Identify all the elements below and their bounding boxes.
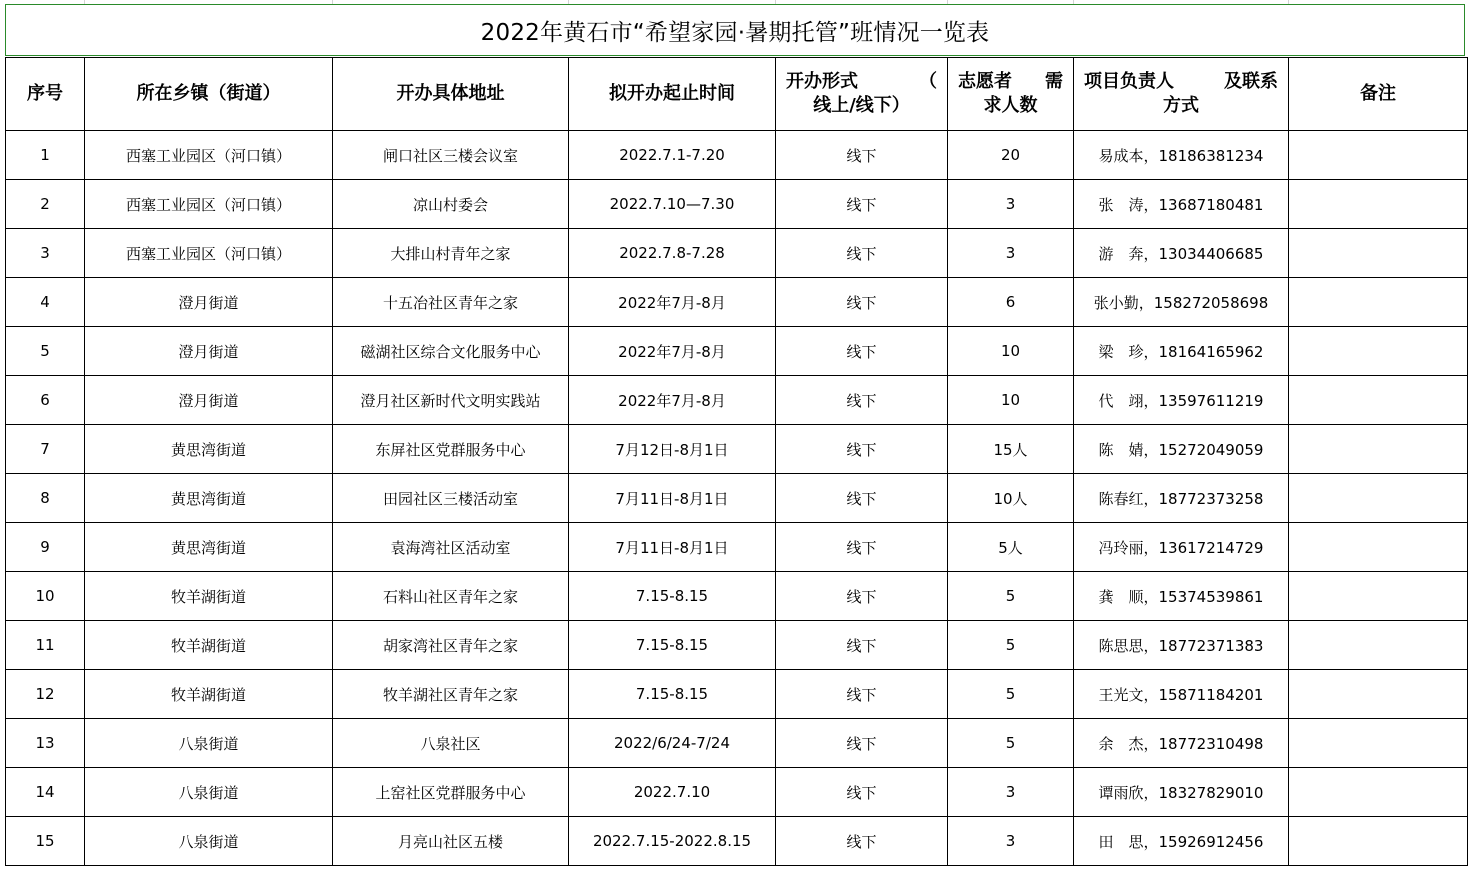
cell-address[interactable]: 牧羊湖社区青年之家	[333, 670, 569, 719]
cell-form[interactable]: 线下	[776, 131, 948, 180]
cell-address[interactable]: 袁海湾社区活动室	[333, 523, 569, 572]
cell-time[interactable]: 7月12日-8月1日	[569, 425, 776, 474]
sheet-title: 2022年黄石市“希望家园·暑期托管”班情况一览表	[480, 19, 990, 46]
cell-form[interactable]: 线下	[776, 474, 948, 523]
cell-town[interactable]: 澄月街道	[85, 327, 333, 376]
cell-town[interactable]: 黄思湾街道	[85, 523, 333, 572]
table-row	[6, 474, 1468, 523]
cell-remark[interactable]	[1289, 376, 1468, 425]
cell-remark[interactable]	[1289, 131, 1468, 180]
cell-no[interactable]: 8	[6, 474, 85, 523]
cell-address[interactable]: 凉山村委会	[333, 180, 569, 229]
cell-town[interactable]: 西塞工业园区（河口镇）	[85, 131, 333, 180]
cell-remark[interactable]	[1289, 768, 1468, 817]
cell-address[interactable]: 月亮山社区五楼	[333, 817, 569, 866]
cell-time[interactable]: 7.15-8.15	[569, 621, 776, 670]
table-row	[6, 425, 1468, 474]
cell-remark[interactable]	[1289, 278, 1468, 327]
cell-remark[interactable]	[1289, 327, 1468, 376]
cell-address[interactable]: 澄月社区新时代文明实践站	[333, 376, 569, 425]
cell-no[interactable]: 10	[6, 572, 85, 621]
header-no[interactable]: 序号	[6, 58, 85, 131]
table-row	[6, 768, 1468, 817]
cell-volunteers[interactable]: 3	[948, 768, 1074, 817]
cell-address[interactable]: 石料山社区青年之家	[333, 572, 569, 621]
header-time[interactable]: 拟开办起止时间	[569, 58, 776, 131]
cell-remark[interactable]	[1289, 474, 1468, 523]
cell-form[interactable]: 线下	[776, 572, 948, 621]
cell-town[interactable]: 八泉街道	[85, 719, 333, 768]
header-contact[interactable]: 项目负责人 及联系 方式	[1074, 58, 1289, 131]
cell-town[interactable]: 黄思湾街道	[85, 474, 333, 523]
cell-address[interactable]: 田园社区三楼活动室	[333, 474, 569, 523]
cell-volunteers[interactable]: 10	[948, 327, 1074, 376]
cell-address[interactable]: 十五冶社区青年之家	[333, 278, 569, 327]
cell-contact[interactable]: 王光文，15871184201	[1074, 670, 1289, 719]
cell-form[interactable]: 线下	[776, 523, 948, 572]
table-row	[6, 229, 1468, 278]
cell-address[interactable]: 闸口社区三楼会议室	[333, 131, 569, 180]
cell-no[interactable]: 3	[6, 229, 85, 278]
cell-town[interactable]: 澄月街道	[85, 376, 333, 425]
cell-contact[interactable]: 陈 婧，15272049059	[1074, 425, 1289, 474]
header-form[interactable]: 开办形式 （ 线上/线下）	[776, 58, 948, 131]
cell-remark[interactable]	[1289, 523, 1468, 572]
header-remark[interactable]: 备注	[1289, 58, 1468, 131]
cell-contact[interactable]: 陈思思，18772371383	[1074, 621, 1289, 670]
cell-address[interactable]: 大排山村青年之家	[333, 229, 569, 278]
cell-time[interactable]: 2022年7月-8月	[569, 327, 776, 376]
cell-town[interactable]: 牧羊湖街道	[85, 621, 333, 670]
cell-remark[interactable]	[1289, 621, 1468, 670]
cell-contact[interactable]: 张小勤，158272058698	[1074, 278, 1289, 327]
cell-time[interactable]: 2022.7.8-7.28	[569, 229, 776, 278]
cell-volunteers[interactable]: 15人	[948, 425, 1074, 474]
cell-volunteers[interactable]: 20	[948, 131, 1074, 180]
cell-contact[interactable]: 陈春红，18772373258	[1074, 474, 1289, 523]
table-row	[6, 621, 1468, 670]
cell-time[interactable]: 2022.7.10—7.30	[569, 180, 776, 229]
cell-time[interactable]: 2022年7月-8月	[569, 376, 776, 425]
table-row	[6, 817, 1468, 866]
cell-volunteers[interactable]: 6	[948, 278, 1074, 327]
cell-remark[interactable]	[1289, 180, 1468, 229]
cell-time[interactable]: 7月11日-8月1日	[569, 523, 776, 572]
table-row	[6, 376, 1468, 425]
cell-address[interactable]: 八泉社区	[333, 719, 569, 768]
cell-volunteers[interactable]: 10	[948, 376, 1074, 425]
cell-no[interactable]: 13	[6, 719, 85, 768]
cell-town[interactable]: 八泉街道	[85, 768, 333, 817]
table-body	[6, 131, 1468, 866]
cell-volunteers[interactable]: 5	[948, 572, 1074, 621]
cell-time[interactable]: 7月11日-8月1日	[569, 474, 776, 523]
table-row	[6, 327, 1468, 376]
cell-volunteers[interactable]: 3	[948, 817, 1074, 866]
cell-contact[interactable]: 张 涛，13687180481	[1074, 180, 1289, 229]
table-row	[6, 670, 1468, 719]
cell-town[interactable]: 牧羊湖街道	[85, 572, 333, 621]
cell-contact[interactable]: 龚 顺，15374539861	[1074, 572, 1289, 621]
cell-contact[interactable]: 游 奔，13034406685	[1074, 229, 1289, 278]
cell-no[interactable]: 5	[6, 327, 85, 376]
cell-town[interactable]: 澄月街道	[85, 278, 333, 327]
cell-address[interactable]: 胡家湾社区青年之家	[333, 621, 569, 670]
cell-volunteers[interactable]: 10人	[948, 474, 1074, 523]
cell-address[interactable]: 上窑社区党群服务中心	[333, 768, 569, 817]
cell-no[interactable]: 12	[6, 670, 85, 719]
cell-volunteers[interactable]: 5人	[948, 523, 1074, 572]
cell-form[interactable]: 线下	[776, 425, 948, 474]
cell-no[interactable]: 15	[6, 817, 85, 866]
cell-no[interactable]: 4	[6, 278, 85, 327]
cell-time[interactable]: 2022.7.15-2022.8.15	[569, 817, 776, 866]
cell-time[interactable]: 2022.7.1-7.20	[569, 131, 776, 180]
cell-contact[interactable]: 冯玲丽，13617214729	[1074, 523, 1289, 572]
cell-form[interactable]: 线下	[776, 278, 948, 327]
header-address[interactable]: 开办具体地址	[333, 58, 569, 131]
cell-form[interactable]: 线下	[776, 621, 948, 670]
cell-contact[interactable]: 易成本，18186381234	[1074, 131, 1289, 180]
cell-address[interactable]: 东屏社区党群服务中心	[333, 425, 569, 474]
cell-remark[interactable]	[1289, 670, 1468, 719]
header-town[interactable]: 所在乡镇（街道）	[85, 58, 333, 131]
cell-remark[interactable]	[1289, 425, 1468, 474]
cell-volunteers[interactable]: 5	[948, 719, 1074, 768]
cell-form[interactable]: 线下	[776, 817, 948, 866]
cell-contact[interactable]: 谭雨欣，18327829010	[1074, 768, 1289, 817]
cell-volunteers[interactable]: 3	[948, 229, 1074, 278]
cell-form[interactable]: 线下	[776, 327, 948, 376]
cell-town[interactable]: 牧羊湖街道	[85, 670, 333, 719]
cell-town[interactable]: 八泉街道	[85, 817, 333, 866]
header-row	[6, 58, 1468, 131]
cell-form[interactable]: 线下	[776, 376, 948, 425]
cell-form[interactable]: 线下	[776, 768, 948, 817]
cell-address[interactable]: 磁湖社区综合文化服务中心	[333, 327, 569, 376]
cell-contact[interactable]: 代 翊，13597611219	[1074, 376, 1289, 425]
cell-volunteers[interactable]: 5	[948, 670, 1074, 719]
table-row	[6, 523, 1468, 572]
cell-no[interactable]: 14	[6, 768, 85, 817]
cell-remark[interactable]	[1289, 572, 1468, 621]
cell-town[interactable]: 西塞工业园区（河口镇）	[85, 229, 333, 278]
cell-form[interactable]: 线下	[776, 180, 948, 229]
cell-form[interactable]: 线下	[776, 719, 948, 768]
cell-volunteers[interactable]: 5	[948, 621, 1074, 670]
cell-time[interactable]: 2022年7月-8月	[569, 278, 776, 327]
data-table	[5, 57, 1468, 866]
sheet-title-cell[interactable]	[5, 4, 1465, 56]
table-row	[6, 180, 1468, 229]
cell-no[interactable]: 7	[6, 425, 85, 474]
cell-no[interactable]: 2	[6, 180, 85, 229]
cell-contact[interactable]: 田 思，15926912456	[1074, 817, 1289, 866]
cell-remark[interactable]	[1289, 817, 1468, 866]
cell-form[interactable]: 线下	[776, 229, 948, 278]
cell-no[interactable]: 9	[6, 523, 85, 572]
cell-contact[interactable]: 梁 珍，18164165962	[1074, 327, 1289, 376]
cell-time[interactable]: 7.15-8.15	[569, 670, 776, 719]
cell-remark[interactable]	[1289, 719, 1468, 768]
cell-time[interactable]: 7.15-8.15	[569, 572, 776, 621]
table-row	[6, 278, 1468, 327]
header-volunteers[interactable]: 志愿者 需 求人数	[948, 58, 1074, 131]
table-row	[6, 572, 1468, 621]
cell-no[interactable]: 11	[6, 621, 85, 670]
cell-time[interactable]: 2022.7.10	[569, 768, 776, 817]
cell-time[interactable]: 2022/6/24-7/24	[569, 719, 776, 768]
table-row	[6, 719, 1468, 768]
cell-contact[interactable]: 余 杰，18772310498	[1074, 719, 1289, 768]
cell-form[interactable]: 线下	[776, 670, 948, 719]
cell-town[interactable]: 黄思湾街道	[85, 425, 333, 474]
cell-no[interactable]: 6	[6, 376, 85, 425]
cell-volunteers[interactable]: 3	[948, 180, 1074, 229]
cell-town[interactable]: 西塞工业园区（河口镇）	[85, 180, 333, 229]
cell-remark[interactable]	[1289, 229, 1468, 278]
table-row	[6, 131, 1468, 180]
cell-no[interactable]: 1	[6, 131, 85, 180]
